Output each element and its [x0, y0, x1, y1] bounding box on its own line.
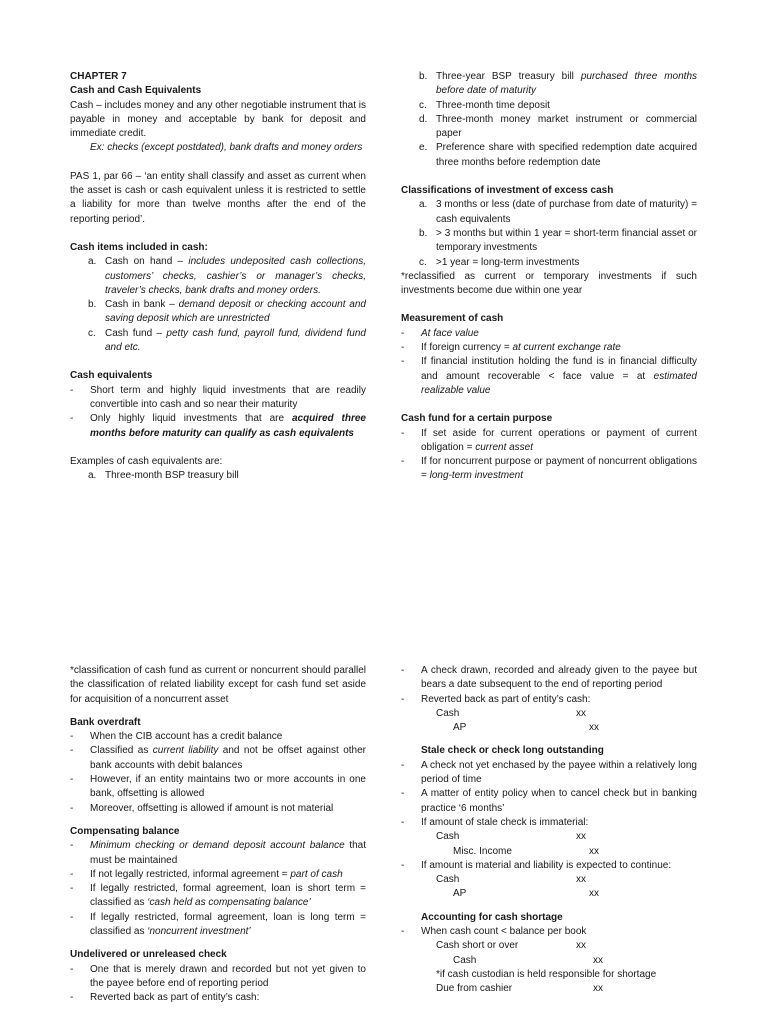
column-top-right — [401, 70, 697, 484]
chapter-title: Cash and Cash Equivalents — [70, 85, 202, 97]
journal-entry-1-debit: Cash xx — [436, 707, 586, 719]
classification-note: *reclassified as current or temporary investments if such investments become due within one year — [401, 270, 697, 297]
stale-check-heading: Stale check or check long outstanding — [421, 745, 604, 757]
classification-b: b. > 3 months but within 1 year = short-term financial asset or temporary investments — [419, 227, 697, 254]
journal-entry-2-debit: Cash xx — [436, 831, 586, 843]
compensating-point-1: - Minimum checking or demand deposit account balance that must be maintained — [70, 840, 367, 866]
cash-fund-point-1: - If set aside for current operations or payment of current obligation = current asset — [401, 427, 697, 453]
classification-parallel-note: *classification of cash fund as current or noncurrent should parallel the classification of related liability except for cash fund set aside for acquisition of a noncurrent asset — [70, 665, 366, 705]
overdraft-point-1: - When the CIB account has a credit balance — [70, 731, 283, 743]
overdraft-point-3: - However, if an entity maintains two or more accounts in one bank, offsetting is allowed — [70, 774, 366, 800]
cash-definition: Cash – includes money and any other negotiable instrument that is payable in money and acceptable by bank for deposit and immediate credit. — [70, 99, 366, 140]
stale-point-2: - A matter of entity policy when to cancel check but in banking practice ‘6 months’ — [401, 788, 697, 814]
shortage-note: *if cash custodian is held responsible for shortage — [436, 968, 657, 980]
cash-item-c: c. Cash fund – petty cash fund, payroll fund, dividend fund and etc. — [88, 327, 366, 354]
journal-entry-2-credit: Misc. Income xx — [453, 845, 599, 857]
column-top-left — [70, 70, 366, 483]
measurement-heading: Measurement of cash — [401, 313, 504, 325]
overdraft-point-4: - Moreover, offsetting is allowed if amount is not material — [70, 802, 334, 814]
overdraft-point-2: - Classified as current liability and not be offset against other bank accounts with debit balances — [70, 745, 366, 771]
journal-entry-5-debit: Due from cashier xx — [436, 983, 603, 995]
examples-heading: Examples of cash equivalents are: — [70, 455, 223, 467]
example-a: a. Three-month BSP treasury bill — [88, 470, 239, 482]
compensating-point-4: - If legally restricted, formal agreement, loan is long term = classified as ‘noncurrent investment’ — [70, 911, 366, 938]
measurement-point-2: - If foreign currency = at current exchange rate — [401, 342, 621, 354]
compensating-point-3: - If legally restricted, formal agreement, loan is short term = classified as ‘cash held as compensating balance’ — [70, 883, 366, 909]
undelivered-check-heading: Undelivered or unreleased check — [70, 949, 227, 961]
example-e: e. Preference share with specified redemption date acquired three months before redemption date — [419, 142, 697, 168]
journal-entry-1-credit: AP xx — [453, 722, 599, 734]
postdated-point-2: - Reverted back as part of entity’s cash: — [401, 693, 591, 705]
classification-c: c. >1 year = long-term investments — [419, 256, 580, 268]
undelivered-point-1: - One that is merely drawn and recorded but not yet given to the payee before end of reporting period — [70, 963, 366, 989]
cash-item-b: b. Cash in bank – demand deposit or checking account and saving deposit which are unrestricted — [88, 299, 366, 325]
measurement-point-1: - At face value — [401, 327, 479, 339]
stale-point-1: - A check not yet enchased by the payee within a relatively long period of time — [401, 759, 697, 786]
example-b: b. Three-year BSP treasury bill purchased three months before date of maturity — [419, 71, 698, 97]
cash-equivalent-point-2: - Only highly liquid investments that are acquired three months before maturity can qualify as cash equivalents — [70, 413, 366, 439]
example-c: c. Three-month time deposit — [419, 99, 550, 111]
example-d: d. Three-month money market instrument or commercial paper — [419, 113, 697, 140]
cash-example: Ex: checks (except postdated), bank drafts and money orders — [90, 142, 363, 154]
cash-equivalent-point-1: - Short term and highly liquid investments that are readily convertible into cash and so near their maturity — [70, 384, 366, 410]
cash-equivalents-heading: Cash equivalents — [70, 370, 153, 382]
stale-point-4: - If amount is material and liability is expected to continue: — [401, 859, 672, 871]
classification-a: a. 3 months or less (date of purchase from date of maturity) = cash equivalents — [419, 199, 697, 225]
postdated-point-1: - A check drawn, recorded and already given to the payee but bears a date subsequent to the end of reporting period — [401, 665, 697, 691]
stale-point-3: - If amount of stale check is immaterial: — [401, 816, 589, 828]
compensating-point-2: - If not legally restricted, informal agreement = part of cash — [70, 868, 343, 880]
column-bottom-left — [70, 664, 366, 1006]
compensating-balance-heading: Compensating balance — [70, 825, 180, 837]
journal-entry-4-credit: Cash xx — [453, 954, 603, 966]
journal-entry-3-debit: Cash xx — [436, 874, 586, 886]
bank-overdraft-heading: Bank overdraft — [70, 716, 141, 728]
cash-fund-point-2: - If for noncurrent purpose or payment of noncurrent obligations = long-term investment — [401, 456, 697, 482]
classifications-heading: Classifications of investment of excess cash — [401, 185, 614, 197]
cash-item-a: a. Cash on hand – includes undeposited cash collections, customers’ checks, cashier’s or manager’s checks, traveler’s checks, bank drafts and money orders. — [88, 256, 366, 296]
shortage-point-1: - When cash count < balance per book — [401, 926, 587, 938]
chapter-label: CHAPTER 7 — [70, 71, 127, 82]
cash-shortage-heading: Accounting for cash shortage — [421, 911, 563, 923]
measurement-point-3: - If financial institution holding the fund is in financial difficulty and amount recoverable < face value = at estimated realizable value — [401, 356, 697, 396]
cash-fund-heading: Cash fund for a certain purpose — [401, 413, 553, 425]
cash-items-heading: Cash items included in cash: — [70, 241, 208, 253]
column-bottom-right — [401, 664, 697, 997]
undelivered-point-2: - Reverted back as part of entity’s cash: — [70, 992, 260, 1004]
journal-entry-4-debit: Cash short or over xx — [436, 940, 586, 952]
pas-quote: PAS 1, par 66 – ‘an entity shall classify and asset as current when the asset is cash or cash equivalent unless it is restricted to settle a liability for more than twelve months after the end of the reporting period’. — [70, 170, 366, 225]
journal-entry-3-credit: AP xx — [453, 888, 599, 900]
